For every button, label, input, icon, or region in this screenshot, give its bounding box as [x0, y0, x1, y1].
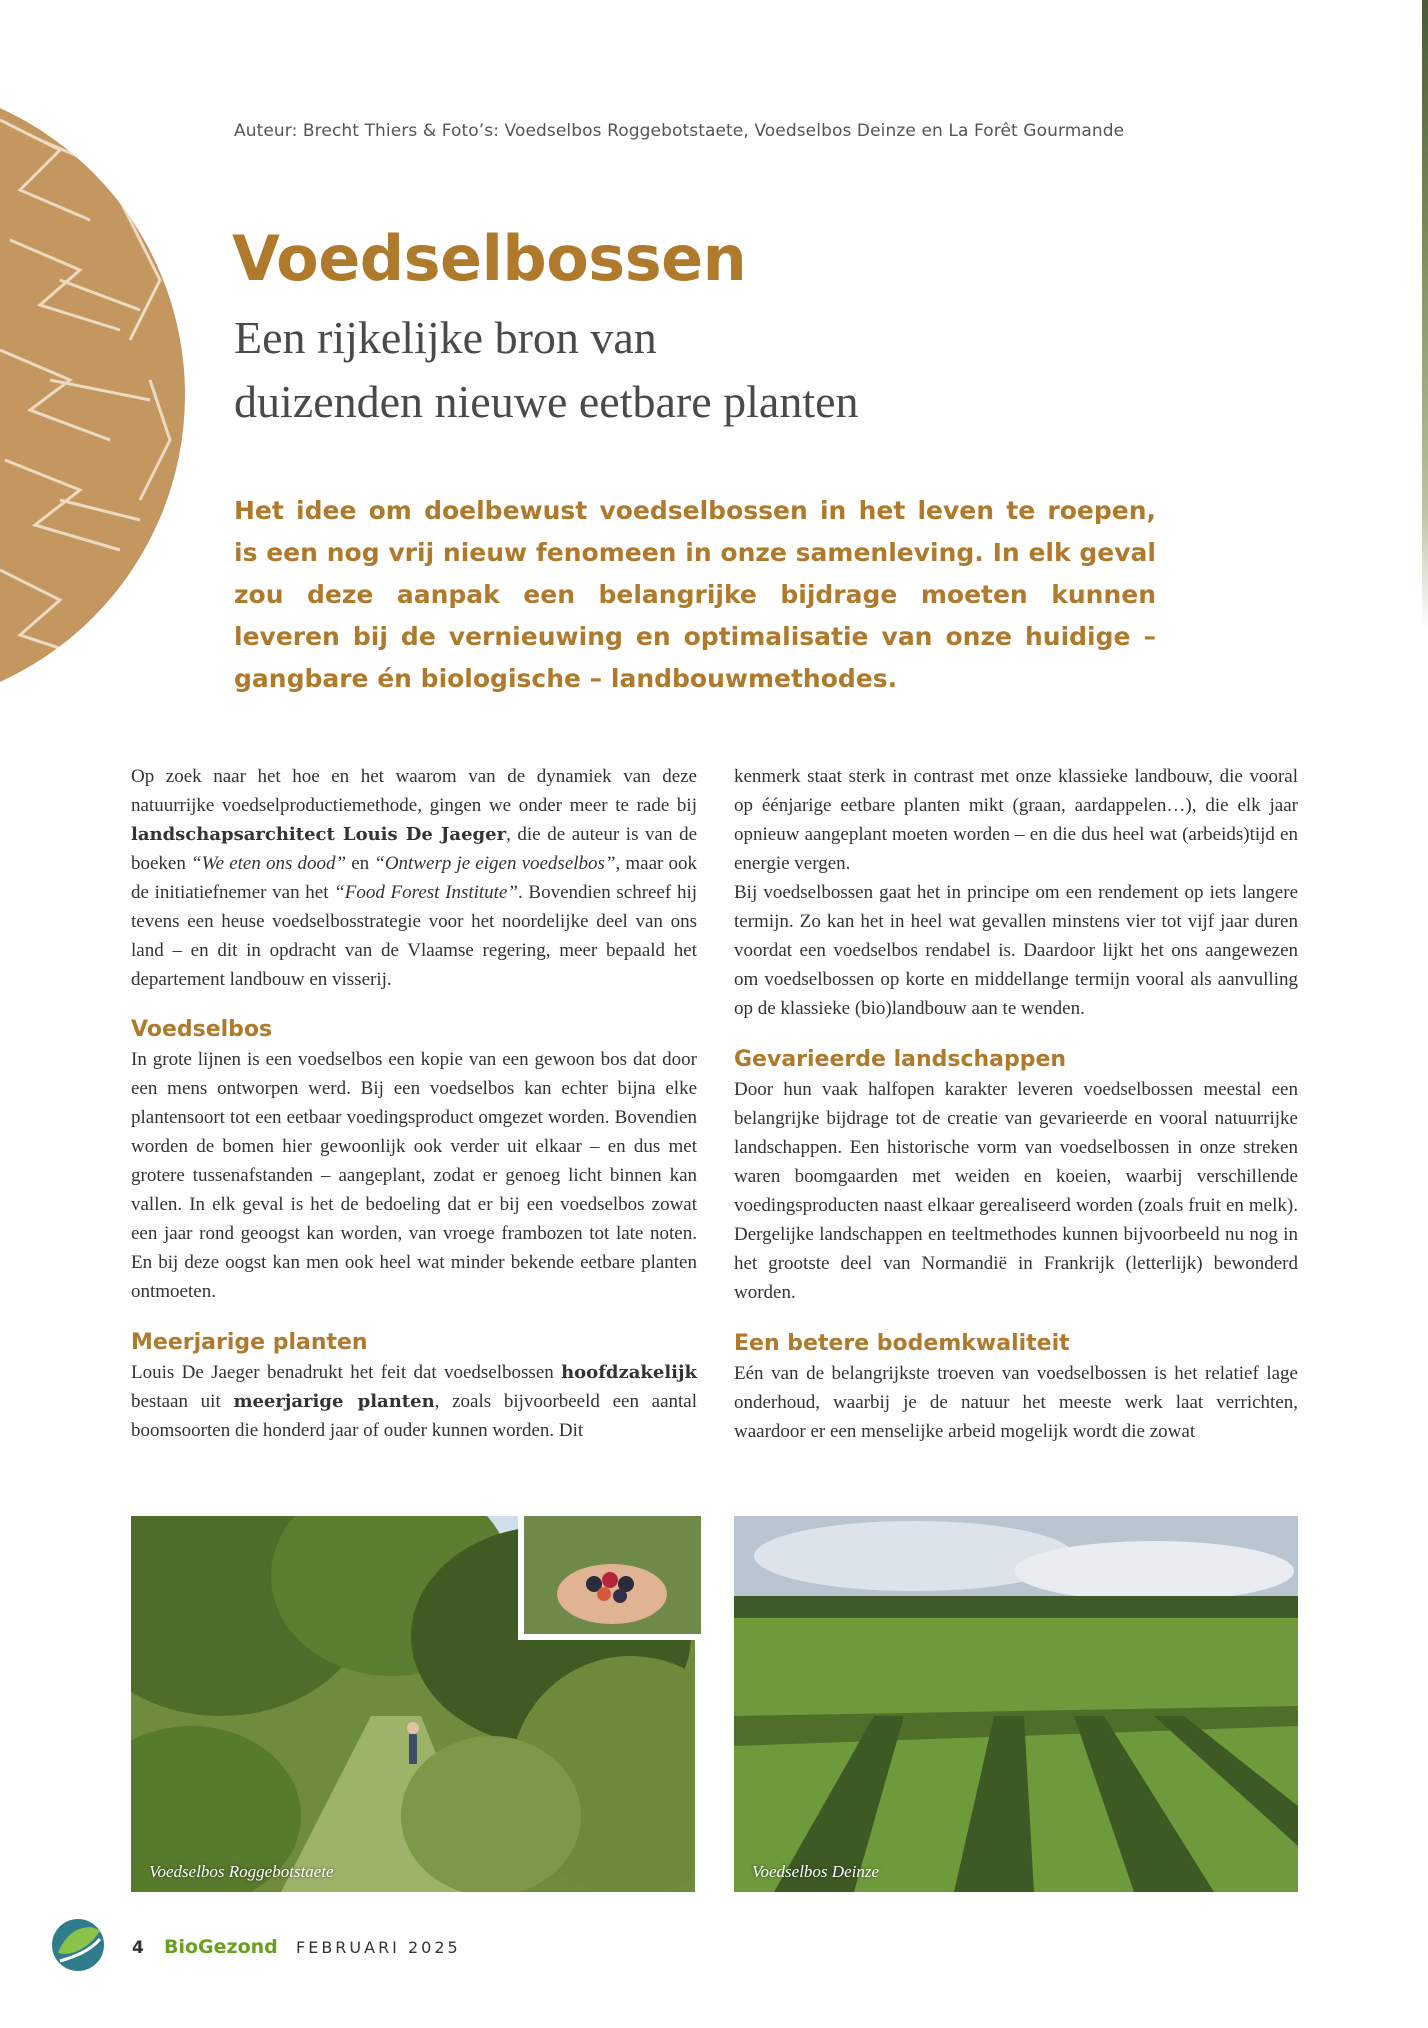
section-heading-bodemkwaliteit: Een betere bodemkwaliteit	[734, 1331, 1070, 1356]
landschappen-paragraph: Door hun vaak halfopen karakter leveren voedselbossen meestal een belangrijke bijdrage tot de creatie van gevarieerde en vooral natuurrijke landschappen. Een historische vorm van voedselbossen in onze streken waren boomgaarden met weiden en koeien, waarbij verschillende voedingsproducten naast elkaar gerealiseerd worden (zoals fruit en melk). Dergelijke landschappen en teeltmethodes kunnen bijvoorbeeld nu nog in het grootste deel van Normandië in Frankrijk (letterlijk) bewonderd worden.	[734, 1079, 1298, 1303]
page-number: 4	[132, 1938, 144, 1958]
biogezond-logo-icon	[50, 1917, 106, 1973]
institute-name: “Food Forest Institute”	[334, 882, 518, 903]
page-footer	[50, 1915, 650, 1975]
adjacent-page-edge	[1422, 0, 1428, 630]
article-title: Voedselbossen	[232, 222, 747, 295]
book-title-1: “We eten ons dood”	[191, 853, 347, 874]
lead-paragraph: Het idee om doelbewust voedselbossen in het leven te roepen, is een nog vrij nieuw fenomeen in onze samenleving. In elk geval zou deze aanpak een belangrijke bijdrage moeten kunnen leveren bij de vernieuwing en optimalisatie van onze huidige – gangbare én biologische – landbouwmethodes.	[234, 496, 1156, 693]
section-heading-gevarieerde-landschappen: Gevarieerde landschappen	[734, 1047, 1067, 1072]
section-heading-meerjarige-planten: Meerjarige planten	[131, 1330, 368, 1355]
subtitle-line-2: duizenden nieuwe eetbare planten	[234, 376, 859, 427]
rendement-paragraph: Bij voedselbossen gaat het in principe om een rendement op iets langere termijn. Zo kan het in heel wat gevallen minstens vier tot vijf jaar duren voordat een voedselbos rendabel is. Daardoor lijkt het ons aangewezen om voedselbossen op korte en middellange termijn vooral als aanvulling op de klassieke (bio)landbouw aan te wenden.	[734, 882, 1298, 1019]
magazine-brand: BioGezond	[164, 1936, 278, 1958]
issue-date: FEBRUARI 2025	[296, 1938, 461, 1957]
voedselbos-paragraph: In grote lijnen is een voedselbos een kopie van een gewoon bos dat door een mens ontworpen werd. Bij een voedselbos kan echter bijna elke plantensoort tot een eetbaar voedingsproduct omgezet worden. Bovendien worden de bomen hier gewoonlijk ook verder uit elkaar – en dus met grotere tussenafstanden – aangeplant, zodat er genoeg licht binnen kan vallen. In elk geval is het de bedoeling dat er bij een voedselbos zowat een jaar rond geoogst kan worden, van vroege frambozen tot late noten. En bij deze oogst kan men ook heel wat minder bekende eetbare planten ontmoeten.	[131, 1049, 697, 1302]
meerjarige-planten-paragraph: Louis De Jaeger benadrukt het feit dat voedselbossen hoofdzakelijk bestaan uit meerjarige planten, zoals bijvoorbeeld een aantal boomsoorten die honderd jaar of ouder kunnen worden. Dit	[131, 1362, 698, 1441]
left-column	[131, 762, 697, 1445]
article-subtitle	[234, 306, 859, 434]
author-credits: Auteur: Brecht Thiers & Foto’s: Voedselbos Roggebotstaete, Voedselbos Deinze en La Forêt Gourmande	[234, 121, 1125, 141]
photo-caption-deinze: Voedselbos Deinze	[752, 1862, 880, 1881]
decorative-pattern-circle	[0, 80, 200, 710]
intro-paragraph: Op zoek naar het hoe en het waarom van de dynamiek van deze natuurrijke voedselproductiemethode, gingen we onder meer te rade bij landschapsarchitect Louis De Jaeger, die de auteur is van de boeken “We eten ons dood” en “Ontwerp je eigen voedselbos”, maar ook de initiatiefnemer van het “Food Forest Institute”. Bovendien schreef hij tevens een heuse voedselbosstrategie voor het noordelijke deel van ons land – en dit in opdracht van de Vlaamse regering, meer bepaald het departement landbouw en visserij.	[131, 766, 698, 990]
expert-name: landschapsarchitect Louis De Jaeger	[131, 824, 507, 845]
book-title-2: “Ontwerp je eigen voedselbos”	[374, 853, 616, 874]
continuation-paragraph: kenmerk staat sterk in contrast met onze klassieke landbouw, die vooral op éénjarige eetbare planten mikt (graan, aardappelen…), die elk jaar opnieuw aangeplant moeten worden – en die dus heel wat (arbeids)tijd en energie vergen.	[734, 766, 1298, 874]
right-column	[734, 762, 1298, 1446]
bodemkwaliteit-paragraph: Eén van de belangrijkste troeven van voedselbossen is het relatief lage onderhoud, waarbij je de natuur het meeste werk laat verrichten, waardoor er een menselijke arbeid mogelijk wordt die zowat	[734, 1363, 1298, 1442]
photo-berries-inset	[518, 1516, 701, 1640]
photo-caption-roggebotstaete: Voedselbos Roggebotstaete	[149, 1862, 334, 1881]
section-heading-voedselbos: Voedselbos	[131, 1017, 273, 1042]
subtitle-line-1: Een rijkelijke bron van	[234, 312, 657, 363]
photo-deinze	[734, 1516, 1298, 1892]
